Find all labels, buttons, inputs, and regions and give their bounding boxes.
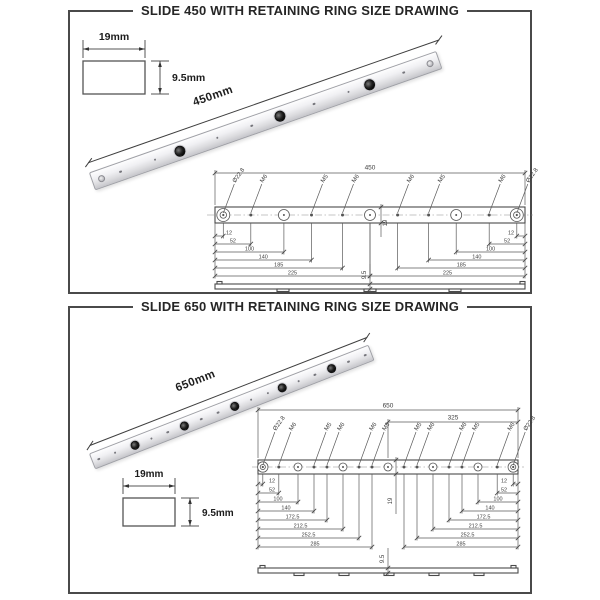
- bar-hole: [297, 379, 300, 382]
- hole-callout-label: M6: [336, 421, 347, 433]
- bar-hole: [312, 102, 315, 105]
- retaining-ring: [129, 439, 141, 451]
- bar-hole: [363, 353, 366, 356]
- bar-hole: [402, 71, 405, 74]
- section-height-label: 9.5mm: [172, 72, 206, 84]
- dimension-chain-right: [368, 223, 527, 279]
- bar-hole: [347, 360, 350, 363]
- dimension-chain-right: [402, 474, 520, 550]
- hole-callout-label: M6: [458, 421, 469, 433]
- bar-length-label-650: 650mm: [173, 368, 218, 395]
- bar-hole: [266, 391, 269, 394]
- section-rect: [123, 498, 175, 526]
- dim-label: 225: [287, 270, 298, 277]
- slide-650-panel: [68, 299, 538, 594]
- dim-label: 100: [244, 246, 255, 253]
- hole-callout-label: M6: [426, 421, 437, 433]
- dim-label: 52: [229, 238, 236, 245]
- dim-label: 100: [493, 496, 503, 503]
- panel-title-650: SLIDE 650 WITH RETAINING RING SIZE DRAWING: [133, 299, 467, 314]
- panel-title-450: SLIDE 450 WITH RETAINING RING SIZE DRAWING: [133, 3, 467, 18]
- retaining-ring: [179, 420, 191, 432]
- dim-label: 225: [442, 270, 453, 277]
- bar-width-label: 19: [383, 219, 389, 227]
- hole-pattern: [258, 462, 519, 472]
- hole-callout-label: Ø22.8: [522, 415, 538, 433]
- hole-callout-label: M6: [406, 173, 417, 185]
- dim-label: 212.5: [293, 523, 308, 530]
- retaining-ring: [229, 400, 241, 412]
- dimension-drawing-650: [250, 398, 542, 598]
- dim-label: 252.5: [301, 532, 316, 539]
- end-screw: [97, 174, 106, 183]
- bar-hole: [119, 170, 122, 173]
- dim-label: 12: [507, 230, 515, 237]
- half-length-label: 325: [447, 414, 459, 422]
- bar-hole: [347, 90, 350, 93]
- dim-label: 52: [268, 487, 276, 494]
- total-length-label: 650: [382, 402, 394, 410]
- bar-thickness-label: 9.5: [380, 554, 386, 564]
- hole-callout-label: Ø22.8: [272, 415, 287, 433]
- bar-hole: [166, 430, 169, 433]
- hole-callout-label: M5: [471, 421, 482, 433]
- dim-label: 100: [486, 246, 496, 253]
- hole-callout-label: M6: [368, 421, 379, 433]
- dimension-chain-left: [213, 223, 372, 279]
- dimension-tick: [87, 441, 94, 451]
- bar-hole: [153, 158, 156, 161]
- hole-callout-label: M5: [381, 421, 392, 433]
- hole-callout-label: M5: [323, 421, 334, 433]
- dim-label: 172.5: [476, 514, 491, 521]
- end-screw: [425, 59, 434, 68]
- retaining-ring: [276, 382, 288, 394]
- dim-label: 185: [274, 262, 284, 269]
- retaining-ring: [326, 362, 338, 374]
- slide-450-panel: [68, 3, 540, 294]
- dim-label: 252.5: [460, 532, 475, 539]
- retaining-ring: [362, 77, 376, 91]
- dimension-chain-left: [256, 474, 374, 550]
- dim-label: 140: [258, 254, 268, 261]
- bar-hole: [216, 136, 219, 139]
- dim-label: 285: [310, 541, 320, 548]
- bar-hole: [150, 437, 153, 440]
- dim-label: 140: [281, 505, 291, 512]
- dim-label: 12: [268, 478, 276, 485]
- dim-label: 100: [273, 496, 283, 503]
- bar-thickness-label: 9.5: [362, 270, 368, 280]
- retaining-ring: [172, 144, 186, 158]
- hole-callout-label: M5: [437, 173, 448, 185]
- hole-callout-label: Ø22.8: [525, 167, 540, 185]
- section-height-label: 9.5mm: [202, 508, 234, 519]
- hole-callout-label: M6: [506, 421, 517, 433]
- dim-label: 12: [500, 478, 508, 485]
- bar-hole: [113, 451, 116, 454]
- dim-label: 140: [472, 254, 482, 261]
- hole-callout-label: M5: [320, 173, 330, 185]
- bar-hole: [250, 124, 253, 127]
- total-length-label: 450: [364, 164, 376, 172]
- dim-label: 52: [500, 487, 508, 494]
- hole-callout-label: M6: [259, 173, 270, 185]
- dim-label: 52: [504, 238, 511, 245]
- bar-length-label-450: 450mm: [191, 83, 235, 109]
- section-width-label: 19mm: [134, 469, 164, 480]
- dim-label: 285: [456, 541, 466, 548]
- dimension-drawing-450: [197, 157, 539, 297]
- bar-hole: [313, 373, 316, 376]
- cross-section-650: [114, 466, 254, 544]
- hole-callout-label: M5: [413, 421, 424, 433]
- retaining-ring: [272, 109, 286, 123]
- bar-hole: [200, 417, 203, 420]
- dim-label: 172.5: [285, 514, 300, 521]
- dimension-tick: [85, 158, 92, 168]
- dim-label: 12: [225, 230, 233, 237]
- bar-width-label: 19: [388, 497, 394, 505]
- bar-hole: [216, 411, 219, 414]
- dim-label: 140: [485, 505, 495, 512]
- hole-callout-label: M6: [351, 173, 361, 185]
- dim-label: 185: [456, 262, 466, 269]
- section-width-label: 19mm: [98, 31, 130, 43]
- bar-hole: [97, 457, 100, 460]
- hole-callout-label: M6: [497, 173, 508, 185]
- section-rect: [83, 61, 145, 94]
- hole-callout-label: Ø22.8: [232, 167, 247, 185]
- hole-callout-label: M6: [288, 421, 299, 433]
- dim-label: 212.5: [468, 523, 483, 530]
